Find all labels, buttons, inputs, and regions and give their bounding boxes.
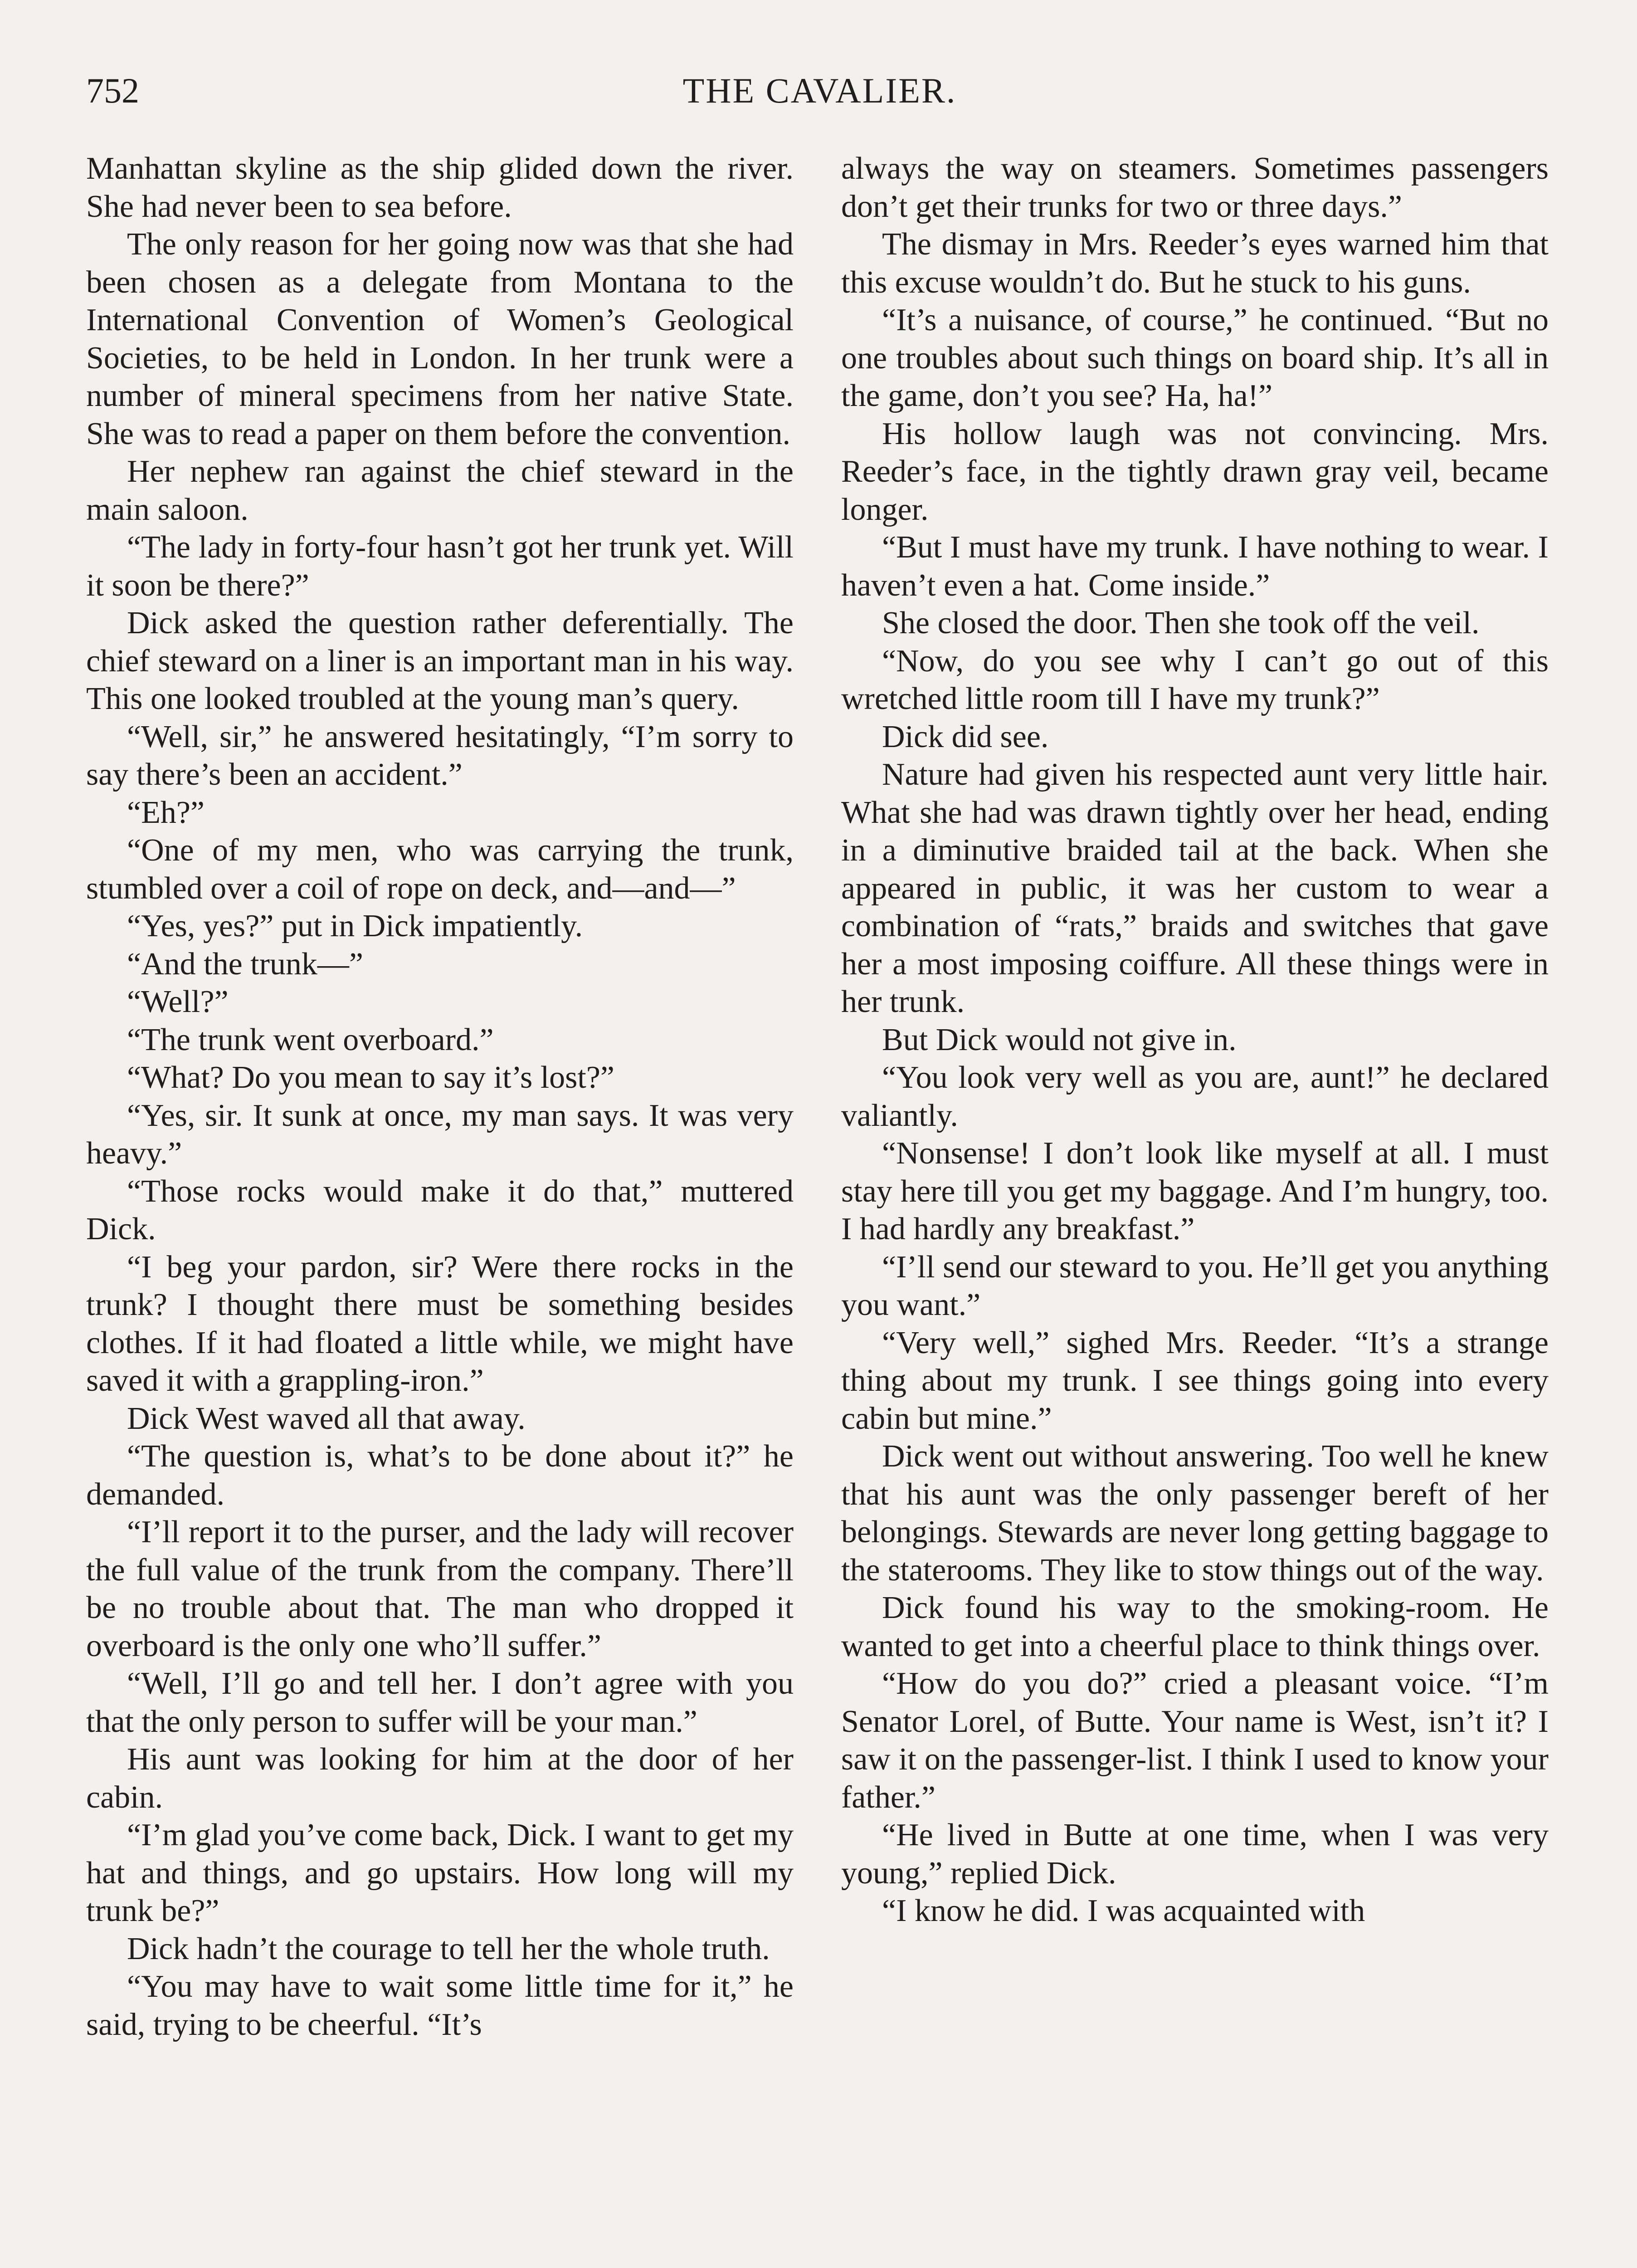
paragraph: “You may have to wait some little time for it,” he said, trying to be cheerful. “It’s (86, 1969, 794, 2042)
page-number: 752 (86, 71, 139, 110)
paragraph: “You look very well as you are, aunt!” he declared valiantly. (841, 1060, 1549, 1133)
paragraph: “The trunk went overboard.” (127, 1022, 494, 1057)
paragraph: “Eh?” (127, 795, 205, 830)
paragraph: “Now, do you see why I can’t go out of this wretched little room till I have my trunk?” (841, 643, 1549, 716)
paragraph: “I’ll send our steward to you. He’ll get you anything you want.” (841, 1249, 1549, 1322)
paragraph: Her nephew ran against the chief steward in the main saloon. (86, 454, 794, 527)
paragraph: “What? Do you mean to say it’s lost?” (127, 1060, 614, 1095)
paragraph: “And the trunk—” (127, 946, 363, 982)
paragraph: “The lady in forty-four hasn’t got her trunk yet. Will it soon be there?” (86, 530, 794, 603)
paragraph: “Those rocks would make it do that,” muttered Dick. (86, 1173, 794, 1246)
paragraph: Dick did see. (882, 719, 1049, 754)
paragraph: “I know he did. I was acquainted with (882, 1893, 1365, 1928)
paragraph: “I’ll report it to the purser, and the lady will recover the full value of the trunk from the company. There’ll be no trouble about that. The man who dropped it overboard is the only one who’ll suffer.” (86, 1515, 794, 1663)
paragraph: His hollow laugh was not convincing. Mrs. Reeder’s face, in the tightly drawn gray veil, became longer. (841, 416, 1549, 527)
paragraph: “I’m glad you’ve come back, Dick. I want to get my hat and things, and go upstairs. How long will my trunk be?” (86, 1818, 794, 1928)
paragraph: She closed the door. Then she took off the veil. (882, 606, 1480, 640)
paragraph: Nature had given his respected aunt very little hair. What she had was drawn tightly over her head, ending in a diminutive braided tail at the back. When she appeared in public, it was her custom to wear a combination of “rats,” braids and switches that gave her a most imposing coiffure. All these things were in her trunk. (841, 757, 1549, 1019)
paragraph: “How do you do?” cried a pleasant voice. “I’m Senator Lorel, of Butte. Your name is West, isn’t it? I saw it on the passenger-list. I think I used to know your father.” (841, 1666, 1549, 1815)
paragraph: Dick found his way to the smoking-room. He wanted to get into a cheerful place to think things over. (841, 1590, 1549, 1663)
paragraph: But Dick would not give in. (882, 1022, 1237, 1057)
paragraph: “Very well,” sighed Mrs. Reeder. “It’s a strange thing about my trunk. I see things going into every cabin but mine.” (841, 1325, 1549, 1436)
paragraph: “But I must have my trunk. I have nothing to wear. I haven’t even a hat. Come inside.” (841, 530, 1549, 603)
page-header (86, 68, 1553, 118)
paragraph: “Well, sir,” he answered hesitatingly, “I’m sorry to say there’s been an accident.” (86, 719, 794, 792)
paragraph: “Well?” (127, 984, 229, 1019)
paragraph: Dick asked the question rather deferentially. The chief steward on a liner is an important man in his way. This one looked troubled at the young man’s query. (86, 606, 794, 716)
paragraph: Dick West waved all that away. (127, 1401, 526, 1436)
paragraph: Manhattan skyline as the ship glided down the river. She had never been to sea before. (86, 151, 794, 224)
paragraph: The only reason for her going now was that she had been chosen as a delegate from Montana to the International Convention of Women’s Geological Societies, to be held in London. In her trunk were a number of mineral specimens from her native State. She was to read a paper on them before the convention. (86, 227, 794, 451)
paragraph: “Nonsense! I don’t look like myself at all. I must stay here till you get my baggage. And I’m hungry, too. I had hardly any breakfast.” (841, 1136, 1549, 1246)
paragraph: “It’s a nuisance, of course,” he continued. “But no one troubles about such things on board ship. It’s all in the game, don’t you see? Ha, ha!” (841, 303, 1549, 413)
paragraph: His aunt was looking for him at the door of her cabin. (86, 1742, 794, 1815)
paragraph: “The question is, what’s to be done about it?” he demanded. (86, 1439, 794, 1512)
paragraph: Dick hadn’t the courage to tell her the whole truth. (127, 1931, 770, 1966)
running-title: THE CAVALIER. (682, 71, 957, 110)
paragraph: The dismay in Mrs. Reeder’s eyes warned him that this excuse wouldn’t do. But he stuck to his guns. (841, 227, 1549, 300)
left-column (86, 150, 794, 2043)
paragraph: “Yes, yes?” put in Dick impatiently. (127, 909, 583, 943)
paragraph: “Yes, sir. It sunk at once, my man says. It was very heavy.” (86, 1098, 794, 1171)
right-column (841, 150, 1549, 1930)
paragraph: “One of my men, who was carrying the trunk, stumbled over a coil of rope on deck, and—and—” (86, 833, 794, 906)
paragraph: Dick went out without answering. Too well he knew that his aunt was the only passenger bereft of her belongings. Stewards are never long getting baggage to the staterooms. They like to stow things out of the way. (841, 1439, 1549, 1588)
paragraph: “Well, I’ll go and tell her. I don’t agree with you that the only person to suffer will be your man.” (86, 1666, 794, 1739)
paragraph: “He lived in Butte at one time, when I was very young,” replied Dick. (841, 1818, 1549, 1891)
paragraph: “I beg your pardon, sir? Were there rocks in the trunk? I thought there must be something besides clothes. If it had floated a little while, we might have saved it with a grappling-iron.” (86, 1249, 794, 1398)
paragraph: always the way on steamers. Sometimes passengers don’t get their trunks for two or three days.” (841, 151, 1549, 224)
